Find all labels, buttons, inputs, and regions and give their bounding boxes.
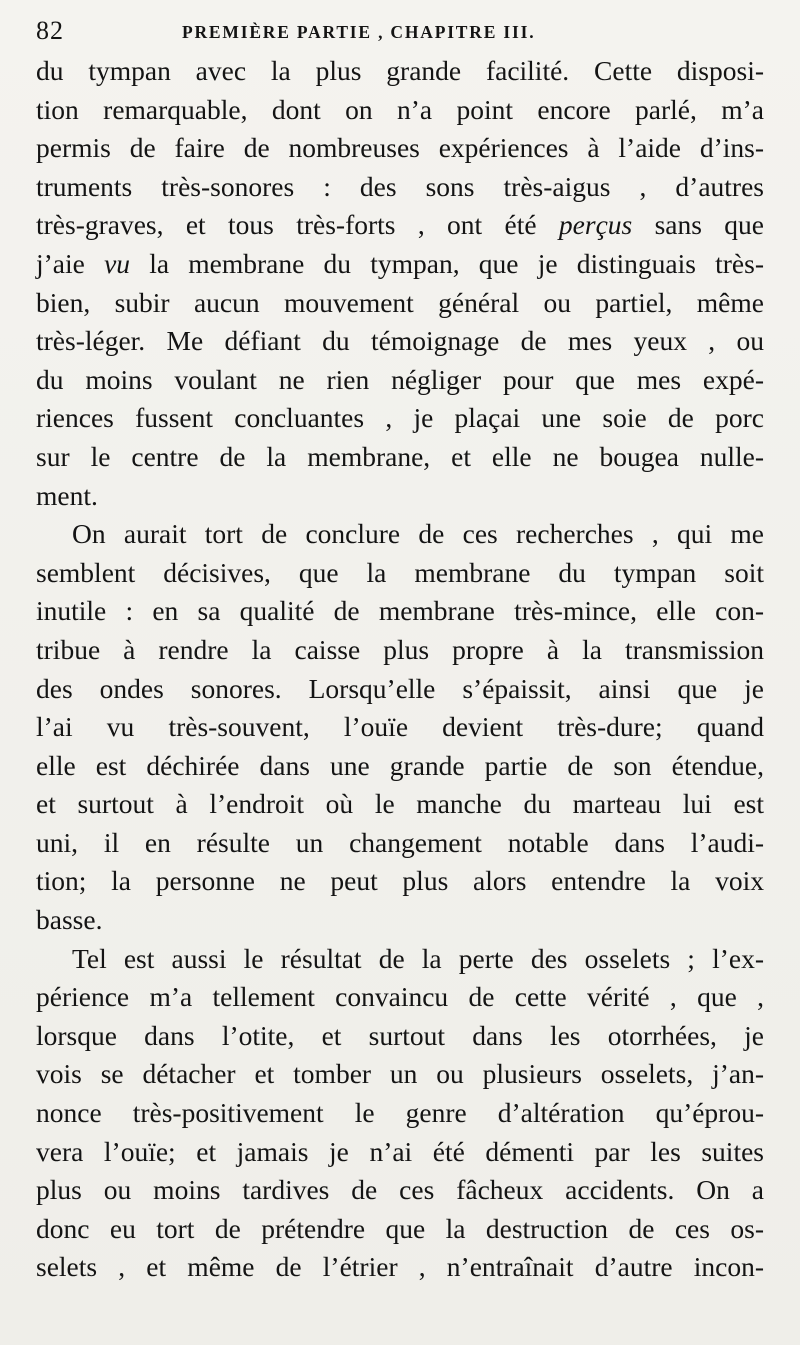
text-line: l’ai vu très-souvent, l’ouïe devient très-dure; quand — [36, 711, 764, 743]
text-line — [36, 245, 764, 284]
text-line: nonce très-positivement le genre d’altération qu’éprou- — [36, 1097, 764, 1129]
text-line: tion remarquable, dont on n’a point encore parlé, m’a — [36, 93, 764, 125]
text-line — [36, 206, 764, 245]
text-fragment: sans que — [632, 209, 764, 241]
text-line: Tel est aussi le résultat de la perte des osselets ; l’ex- — [72, 942, 764, 974]
text-fragment: très-graves, et tous très-forts , ont été — [36, 209, 559, 241]
text-line: sur le centre de la membrane, et elle ne bougea nulle- — [36, 440, 764, 472]
text-line: vois se détacher et tomber un ou plusieurs osselets, j’an- — [36, 1058, 764, 1090]
text-line: plus ou moins tardives de ces fâcheux accidents. On a — [36, 1174, 764, 1206]
text-line: basse. — [36, 904, 103, 936]
page-number: 82 — [36, 16, 64, 45]
text-line: inutile : en sa qualité de membrane très-mince, elle con- — [36, 595, 764, 627]
running-head: PREMIÈRE PARTIE , CHAPITRE III. — [182, 22, 536, 42]
italic-fragment: vu — [104, 247, 131, 279]
text-line: elle est déchirée dans une grande partie de son étendue, — [36, 749, 764, 781]
text-line: semblent décisives, que la membrane du tympan soit — [36, 556, 764, 588]
text-line: On aurait tort de conclure de ces recherches , qui me — [72, 518, 764, 550]
italic-fragment: perçus — [558, 209, 633, 241]
text-line: truments très-sonores : des sons très-aigus , d’autres — [36, 170, 764, 202]
text-line: riences fussent concluantes , je plaçai une soie de porc — [36, 402, 764, 434]
text-line: et surtout à l’endroit où le manche du marteau lui est — [36, 788, 764, 820]
text-line: uni, il en résulte un changement notable dans l’audi- — [36, 826, 764, 858]
text-line: tribue à rendre la caisse plus propre à la transmission — [36, 633, 764, 665]
text-line: ment. — [36, 479, 98, 511]
text-line: lorsque dans l’otite, et surtout dans les otorrhées, je — [36, 1019, 764, 1051]
text-line: très-léger. Me défiant du témoignage de mes yeux , ou — [36, 325, 764, 357]
text-line: vera l’ouïe; et jamais je n’ai été démenti par les suites — [36, 1135, 764, 1167]
text-fragment: la membrane du tympan, que je distinguais très- — [130, 247, 764, 279]
text-line: tion; la personne ne peut plus alors entendre la voix — [36, 865, 764, 897]
text-line: périence m’a tellement convaincu de cette vérité , que , — [36, 981, 764, 1013]
text-line: des ondes sonores. Lorsqu’elle s’épaissit, ainsi que je — [36, 672, 764, 704]
text-line: du tympan avec la plus grande facilité. Cette disposi- — [36, 55, 764, 86]
text-fragment: j’aie — [36, 247, 105, 279]
text-line: bien, subir aucun mouvement général ou partiel, même — [36, 286, 764, 318]
page-header — [36, 12, 764, 52]
body-text — [36, 52, 764, 1287]
text-line: du moins voulant ne rien négliger pour que mes expé- — [36, 363, 764, 395]
text-line: donc eu tort de prétendre que la destruction de ces os- — [36, 1212, 764, 1244]
text-line: selets , et même de l’étrier , n’entraînait d’autre incon- — [36, 1251, 764, 1283]
text-line: permis de faire de nombreuses expériences à l’aide d’ins- — [36, 132, 764, 164]
